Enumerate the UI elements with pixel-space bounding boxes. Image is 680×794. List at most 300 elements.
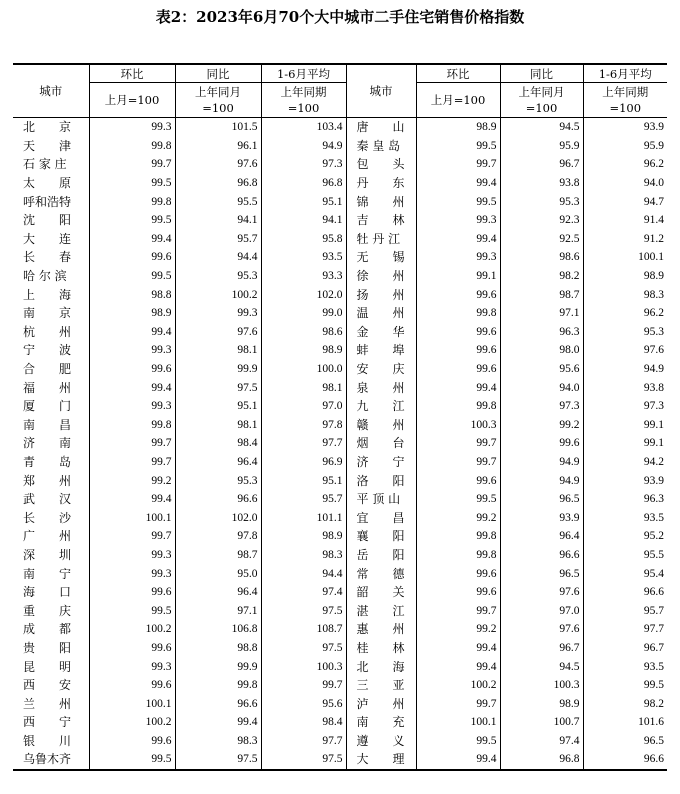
yoy-cell-left: 97.5 bbox=[175, 378, 261, 397]
mom-cell-left: 99.5 bbox=[89, 750, 175, 770]
avg-cell-left: 97.5 bbox=[261, 601, 346, 620]
yoy-cell-left: 99.3 bbox=[175, 304, 261, 323]
mom-cell-right: 99.8 bbox=[416, 546, 500, 565]
avg-cell-right: 97.3 bbox=[643, 400, 664, 413]
city-cell-right: 泸 州 bbox=[346, 694, 416, 713]
table-row bbox=[13, 323, 667, 342]
yoy-cell-left: 95.7 bbox=[175, 230, 261, 249]
avg-cell-left: 98.9 bbox=[261, 341, 346, 360]
city-cell-right: 泉 州 bbox=[346, 378, 416, 397]
avg-cell-right: 98.2 bbox=[643, 697, 664, 710]
table-row bbox=[13, 137, 667, 156]
table-row bbox=[13, 732, 667, 751]
avg-base-right: 上年同期 =100 bbox=[583, 83, 667, 118]
mom-cell-right: 99.1 bbox=[416, 267, 500, 286]
table-row bbox=[13, 694, 667, 713]
mom-cell-right: 99.5 bbox=[416, 490, 500, 509]
mom-cell-left: 99.3 bbox=[89, 657, 175, 676]
mom-cell-right: 99.4 bbox=[416, 230, 500, 249]
yoy-cell-right: 97.3 bbox=[500, 397, 583, 416]
table-row bbox=[13, 639, 667, 658]
avg-cell-right: 93.5 bbox=[643, 660, 664, 673]
city-cell-right: 无 锡 bbox=[346, 248, 416, 267]
city-cell-left: 西 安 bbox=[13, 676, 89, 695]
table-row bbox=[13, 360, 667, 379]
yoy-cell-right: 99.2 bbox=[500, 416, 583, 435]
city-cell-right: 南 充 bbox=[346, 713, 416, 732]
yoy-cell-right: 96.7 bbox=[500, 639, 583, 658]
yoy-cell-right: 96.8 bbox=[500, 750, 583, 770]
yoy-cell-right: 94.9 bbox=[500, 471, 583, 490]
mom-cell-right: 99.6 bbox=[416, 341, 500, 360]
mom-base-left: 上月=100 bbox=[89, 83, 175, 118]
mom-cell-right: 99.2 bbox=[416, 620, 500, 639]
city-cell-right: 烟 台 bbox=[346, 434, 416, 453]
city-cell-right: 金 华 bbox=[346, 323, 416, 342]
mom-cell-right: 99.4 bbox=[416, 378, 500, 397]
yoy-cell-left: 97.6 bbox=[175, 323, 261, 342]
avg-cell-left: 95.7 bbox=[261, 490, 346, 509]
yoy-cell-right: 100.7 bbox=[500, 713, 583, 732]
table-row bbox=[13, 155, 667, 174]
avg-cell-right: 95.5 bbox=[643, 548, 664, 561]
yoy-cell-right: 95.3 bbox=[500, 192, 583, 211]
table-header bbox=[13, 64, 667, 118]
avg-cell-right: 99.1 bbox=[643, 437, 664, 450]
yoy-cell-right: 94.0 bbox=[500, 378, 583, 397]
yoy-cell-left: 98.7 bbox=[175, 546, 261, 565]
table-row bbox=[13, 601, 667, 620]
avg-cell-right: 96.6 bbox=[643, 586, 664, 599]
yoy-cell-left: 95.0 bbox=[175, 564, 261, 583]
table-row bbox=[13, 676, 667, 695]
avg-cell-left: 93.3 bbox=[261, 267, 346, 286]
yoy-cell-right: 95.9 bbox=[500, 137, 583, 156]
mom-cell-left: 99.4 bbox=[89, 490, 175, 509]
table-row bbox=[13, 583, 667, 602]
yoy-cell-left: 98.1 bbox=[175, 341, 261, 360]
yoy-cell-left: 97.1 bbox=[175, 601, 261, 620]
mom-cell-left: 99.5 bbox=[89, 174, 175, 193]
city-cell-left: 天 津 bbox=[13, 137, 89, 156]
avg-cell-right: 95.2 bbox=[643, 530, 664, 543]
city-cell-right: 徐 州 bbox=[346, 267, 416, 286]
mom-header-left: 环比 bbox=[89, 64, 175, 83]
city-cell-left: 厦 门 bbox=[13, 397, 89, 416]
avg-cell-left: 95.1 bbox=[261, 471, 346, 490]
avg-cell-right: 98.9 bbox=[643, 270, 664, 283]
mom-cell-right: 99.7 bbox=[416, 601, 500, 620]
avg-cell-left: 97.5 bbox=[261, 639, 346, 658]
avg-cell-left: 103.4 bbox=[261, 118, 346, 137]
mom-cell-left: 99.2 bbox=[89, 471, 175, 490]
avg-cell-left: 97.4 bbox=[261, 583, 346, 602]
city-cell-right: 九 江 bbox=[346, 397, 416, 416]
yoy-cell-right: 98.9 bbox=[500, 694, 583, 713]
yoy-cell-left: 96.6 bbox=[175, 694, 261, 713]
avg-header-left: 1-6月平均 bbox=[261, 64, 346, 83]
city-cell-left: 郑 州 bbox=[13, 471, 89, 490]
city-cell-right: 蚌 埠 bbox=[346, 341, 416, 360]
table-body bbox=[13, 118, 667, 770]
mom-cell-right: 99.6 bbox=[416, 583, 500, 602]
city-cell-right: 岳 阳 bbox=[346, 546, 416, 565]
avg-cell-right: 96.2 bbox=[643, 158, 664, 171]
yoy-cell-right: 98.6 bbox=[500, 248, 583, 267]
mom-cell-right: 99.6 bbox=[416, 360, 500, 379]
city-cell-right: 襄 阳 bbox=[346, 527, 416, 546]
avg-header-right: 1-6月平均 bbox=[583, 64, 667, 83]
city-cell-left: 昆 明 bbox=[13, 657, 89, 676]
mom-cell-left: 99.7 bbox=[89, 527, 175, 546]
mom-cell-left: 100.1 bbox=[89, 694, 175, 713]
avg-cell-left: 94.4 bbox=[261, 564, 346, 583]
yoy-cell-right: 94.5 bbox=[500, 118, 583, 137]
yoy-cell-right: 96.5 bbox=[500, 490, 583, 509]
yoy-cell-left: 96.6 bbox=[175, 490, 261, 509]
yoy-cell-left: 98.8 bbox=[175, 639, 261, 658]
city-cell-right: 常 德 bbox=[346, 564, 416, 583]
avg-cell-left: 97.7 bbox=[261, 732, 346, 751]
avg-cell-left: 95.8 bbox=[261, 230, 346, 249]
city-cell-right: 湛 江 bbox=[346, 601, 416, 620]
mom-cell-left: 100.2 bbox=[89, 620, 175, 639]
mom-cell-left: 99.3 bbox=[89, 564, 175, 583]
table-row bbox=[13, 304, 667, 323]
avg-cell-right: 97.7 bbox=[643, 623, 664, 636]
table-row bbox=[13, 248, 667, 267]
avg-cell-right: 95.9 bbox=[643, 139, 664, 152]
yoy-header-left: 同比 bbox=[175, 64, 261, 83]
mom-cell-left: 99.3 bbox=[89, 341, 175, 360]
yoy-base-left: 上年同月 =100 bbox=[175, 83, 261, 118]
yoy-cell-left: 98.1 bbox=[175, 416, 261, 435]
yoy-cell-right: 97.1 bbox=[500, 304, 583, 323]
avg-cell-left: 100.0 bbox=[261, 360, 346, 379]
city-cell-right: 韶 关 bbox=[346, 583, 416, 602]
table-row bbox=[13, 453, 667, 472]
yoy-cell-right: 98.2 bbox=[500, 267, 583, 286]
table-row bbox=[13, 211, 667, 230]
mom-cell-right: 99.6 bbox=[416, 323, 500, 342]
table-row bbox=[13, 713, 667, 732]
avg-cell-left: 96.9 bbox=[261, 453, 346, 472]
mom-cell-right: 99.4 bbox=[416, 750, 500, 770]
city-cell-right: 惠 州 bbox=[346, 620, 416, 639]
yoy-cell-left: 98.3 bbox=[175, 732, 261, 751]
mom-cell-left: 98.8 bbox=[89, 285, 175, 304]
avg-cell-left: 95.6 bbox=[261, 694, 346, 713]
table-row bbox=[13, 620, 667, 639]
avg-cell-right: 96.6 bbox=[583, 750, 667, 770]
yoy-cell-left: 97.5 bbox=[175, 750, 261, 770]
mom-cell-right: 99.3 bbox=[416, 248, 500, 267]
table-row bbox=[13, 546, 667, 565]
avg-cell-right: 96.5 bbox=[643, 734, 664, 747]
city-cell-right: 赣 州 bbox=[346, 416, 416, 435]
avg-cell-left: 98.1 bbox=[261, 378, 346, 397]
avg-cell-left: 97.8 bbox=[261, 416, 346, 435]
city-cell-right: 遵 义 bbox=[346, 732, 416, 751]
mom-cell-left: 99.4 bbox=[89, 323, 175, 342]
city-cell-right: 包 头 bbox=[346, 155, 416, 174]
table-row bbox=[13, 378, 667, 397]
yoy-cell-left: 106.8 bbox=[175, 620, 261, 639]
city-cell-left: 南 宁 bbox=[13, 564, 89, 583]
city-cell-left: 乌鲁木齐 bbox=[13, 750, 89, 770]
yoy-cell-right: 96.3 bbox=[500, 323, 583, 342]
table-row bbox=[13, 527, 667, 546]
mom-cell-right: 99.3 bbox=[416, 211, 500, 230]
avg-cell-right: 101.6 bbox=[638, 716, 664, 729]
yoy-cell-left: 102.0 bbox=[175, 508, 261, 527]
yoy-base-right: 上年同月 =100 bbox=[500, 83, 583, 118]
city-cell-right: 桂 林 bbox=[346, 639, 416, 658]
mom-cell-left: 99.8 bbox=[89, 137, 175, 156]
yoy-cell-left: 101.5 bbox=[175, 118, 261, 137]
city-cell-right: 平 顶 山 bbox=[346, 490, 416, 509]
mom-cell-left: 100.1 bbox=[89, 508, 175, 527]
yoy-cell-right: 96.7 bbox=[500, 155, 583, 174]
mom-cell-left: 99.6 bbox=[89, 639, 175, 658]
yoy-header-right: 同比 bbox=[500, 64, 583, 83]
city-cell-right: 唐 山 bbox=[346, 118, 416, 137]
avg-cell-right: 94.9 bbox=[643, 363, 664, 376]
city-cell-right: 宜 昌 bbox=[346, 508, 416, 527]
mom-cell-right: 99.8 bbox=[416, 304, 500, 323]
yoy-cell-right: 93.8 bbox=[500, 174, 583, 193]
mom-cell-right: 100.2 bbox=[416, 676, 500, 695]
city-cell-right: 北 海 bbox=[346, 657, 416, 676]
table-row bbox=[13, 657, 667, 676]
city-cell-left: 重 庆 bbox=[13, 601, 89, 620]
avg-cell-right: 91.2 bbox=[643, 232, 664, 245]
yoy-cell-left: 99.9 bbox=[175, 657, 261, 676]
city-cell-left: 南 京 bbox=[13, 304, 89, 323]
avg-cell-left: 100.3 bbox=[261, 657, 346, 676]
avg-cell-left: 96.8 bbox=[261, 174, 346, 193]
avg-cell-right: 93.9 bbox=[583, 118, 667, 137]
mom-cell-right: 99.2 bbox=[416, 508, 500, 527]
mom-cell-left: 99.5 bbox=[89, 211, 175, 230]
yoy-cell-left: 96.4 bbox=[175, 583, 261, 602]
yoy-cell-left: 97.8 bbox=[175, 527, 261, 546]
city-cell-left: 武 汉 bbox=[13, 490, 89, 509]
mom-cell-left: 99.6 bbox=[89, 583, 175, 602]
mom-cell-left: 99.6 bbox=[89, 360, 175, 379]
mom-cell-right: 99.7 bbox=[416, 453, 500, 472]
avg-cell-right: 96.7 bbox=[643, 641, 664, 654]
yoy-cell-left: 95.3 bbox=[175, 471, 261, 490]
avg-cell-right: 95.3 bbox=[643, 325, 664, 338]
yoy-cell-left: 95.3 bbox=[175, 267, 261, 286]
city-cell-right: 丹 东 bbox=[346, 174, 416, 193]
city-cell-right: 安 庆 bbox=[346, 360, 416, 379]
city-cell-left: 呼和浩特 bbox=[13, 192, 89, 211]
yoy-cell-right: 97.6 bbox=[500, 620, 583, 639]
table-row bbox=[13, 230, 667, 249]
table-row bbox=[13, 341, 667, 360]
city-cell-right: 温 州 bbox=[346, 304, 416, 323]
yoy-cell-left: 97.6 bbox=[175, 155, 261, 174]
avg-cell-right: 99.1 bbox=[643, 418, 664, 431]
mom-cell-right: 99.6 bbox=[416, 285, 500, 304]
table-row bbox=[13, 750, 667, 770]
avg-cell-left: 98.6 bbox=[261, 323, 346, 342]
mom-cell-right: 99.8 bbox=[416, 527, 500, 546]
avg-cell-left: 97.0 bbox=[261, 397, 346, 416]
city-cell-left: 长 春 bbox=[13, 248, 89, 267]
yoy-cell-right: 99.6 bbox=[500, 434, 583, 453]
city-cell-right: 牡 丹 江 bbox=[346, 230, 416, 249]
avg-base-left: 上年同期 =100 bbox=[261, 83, 346, 118]
city-cell-left: 深 圳 bbox=[13, 546, 89, 565]
table-row bbox=[13, 267, 667, 286]
yoy-cell-left: 94.4 bbox=[175, 248, 261, 267]
avg-cell-left: 98.3 bbox=[261, 546, 346, 565]
avg-cell-left: 94.9 bbox=[261, 137, 346, 156]
avg-cell-right: 100.1 bbox=[638, 251, 664, 264]
mom-base-right: 上月=100 bbox=[416, 83, 500, 118]
yoy-cell-right: 94.5 bbox=[500, 657, 583, 676]
yoy-cell-left: 94.1 bbox=[175, 211, 261, 230]
mom-cell-right: 99.4 bbox=[416, 639, 500, 658]
mom-cell-left: 99.7 bbox=[89, 434, 175, 453]
city-cell-left: 北 京 bbox=[13, 118, 89, 137]
mom-cell-left: 99.3 bbox=[89, 118, 175, 137]
avg-cell-left: 102.0 bbox=[261, 285, 346, 304]
avg-cell-right: 98.3 bbox=[643, 288, 664, 301]
city-cell-right: 秦 皇 岛 bbox=[346, 137, 416, 156]
mom-header-right: 环比 bbox=[416, 64, 500, 83]
mom-cell-left: 99.3 bbox=[89, 397, 175, 416]
yoy-cell-left: 96.4 bbox=[175, 453, 261, 472]
yoy-cell-right: 96.5 bbox=[500, 564, 583, 583]
table-row bbox=[13, 471, 667, 490]
city-cell-right: 济 宁 bbox=[346, 453, 416, 472]
avg-cell-left: 98.4 bbox=[261, 713, 346, 732]
mom-cell-left: 99.4 bbox=[89, 378, 175, 397]
city-cell-left: 青 岛 bbox=[13, 453, 89, 472]
city-cell-left: 沈 阳 bbox=[13, 211, 89, 230]
city-cell-right: 锦 州 bbox=[346, 192, 416, 211]
price-index-table bbox=[13, 63, 667, 771]
yoy-cell-right: 92.3 bbox=[500, 211, 583, 230]
avg-cell-left: 98.9 bbox=[261, 527, 346, 546]
mom-cell-right: 99.4 bbox=[416, 174, 500, 193]
city-cell-left: 兰 州 bbox=[13, 694, 89, 713]
avg-cell-left: 94.1 bbox=[261, 211, 346, 230]
city-cell-left: 石 家 庄 bbox=[13, 155, 89, 174]
table-row bbox=[13, 416, 667, 435]
table-row bbox=[13, 192, 667, 211]
yoy-cell-left: 96.8 bbox=[175, 174, 261, 193]
mom-cell-right: 99.5 bbox=[416, 192, 500, 211]
table-row bbox=[13, 434, 667, 453]
avg-cell-left: 93.5 bbox=[261, 248, 346, 267]
avg-cell-right: 91.4 bbox=[643, 214, 664, 227]
yoy-cell-left: 95.5 bbox=[175, 192, 261, 211]
yoy-cell-right: 97.6 bbox=[500, 583, 583, 602]
mom-cell-left: 99.7 bbox=[89, 155, 175, 174]
avg-cell-left: 101.1 bbox=[261, 508, 346, 527]
avg-cell-right: 94.0 bbox=[643, 177, 664, 190]
city-cell-left: 上 海 bbox=[13, 285, 89, 304]
mom-cell-right: 99.5 bbox=[416, 137, 500, 156]
mom-cell-left: 99.7 bbox=[89, 453, 175, 472]
table-row bbox=[13, 490, 667, 509]
city-cell-left: 哈 尔 滨 bbox=[13, 267, 89, 286]
avg-cell-right: 94.2 bbox=[643, 455, 664, 468]
avg-cell-left: 97.3 bbox=[261, 155, 346, 174]
yoy-cell-right: 98.7 bbox=[500, 285, 583, 304]
yoy-cell-right: 97.0 bbox=[500, 601, 583, 620]
mom-cell-right: 99.7 bbox=[416, 155, 500, 174]
yoy-cell-left: 100.2 bbox=[175, 285, 261, 304]
city-cell-left: 长 沙 bbox=[13, 508, 89, 527]
avg-cell-right: 96.3 bbox=[643, 493, 664, 506]
city-cell-left: 海 口 bbox=[13, 583, 89, 602]
avg-cell-right: 95.4 bbox=[643, 567, 664, 580]
table-row bbox=[13, 285, 667, 304]
avg-cell-left: 108.7 bbox=[261, 620, 346, 639]
city-cell-right: 洛 阳 bbox=[346, 471, 416, 490]
city-cell-left: 福 州 bbox=[13, 378, 89, 397]
city-cell-right: 扬 州 bbox=[346, 285, 416, 304]
avg-cell-right: 94.7 bbox=[643, 195, 664, 208]
avg-cell-left: 97.5 bbox=[261, 750, 346, 770]
table-row bbox=[13, 564, 667, 583]
city-cell-left: 宁 波 bbox=[13, 341, 89, 360]
table-row bbox=[13, 508, 667, 527]
avg-cell-right: 93.9 bbox=[643, 474, 664, 487]
city-cell-left: 南 昌 bbox=[13, 416, 89, 435]
avg-cell-right: 99.5 bbox=[643, 679, 664, 692]
mom-cell-left: 99.6 bbox=[89, 732, 175, 751]
avg-cell-left: 97.7 bbox=[261, 434, 346, 453]
mom-cell-right: 98.9 bbox=[416, 118, 500, 137]
mom-cell-right: 99.7 bbox=[416, 434, 500, 453]
city-cell-right: 大 理 bbox=[346, 750, 416, 770]
mom-cell-left: 99.6 bbox=[89, 676, 175, 695]
city-cell-left: 太 原 bbox=[13, 174, 89, 193]
city-cell-left: 银 川 bbox=[13, 732, 89, 751]
avg-cell-right: 95.7 bbox=[643, 604, 664, 617]
avg-cell-left: 99.0 bbox=[261, 304, 346, 323]
yoy-cell-right: 94.9 bbox=[500, 453, 583, 472]
yoy-cell-left: 99.4 bbox=[175, 713, 261, 732]
city-cell-right: 吉 林 bbox=[346, 211, 416, 230]
mom-cell-right: 99.6 bbox=[416, 471, 500, 490]
mom-cell-left: 99.3 bbox=[89, 546, 175, 565]
city-cell-left: 成 都 bbox=[13, 620, 89, 639]
table-row bbox=[13, 174, 667, 193]
avg-cell-left: 99.7 bbox=[261, 676, 346, 695]
avg-cell-right: 93.5 bbox=[643, 511, 664, 524]
city-cell-left: 杭 州 bbox=[13, 323, 89, 342]
mom-cell-right: 99.7 bbox=[416, 694, 500, 713]
avg-cell-left: 95.1 bbox=[261, 192, 346, 211]
mom-cell-right: 99.8 bbox=[416, 397, 500, 416]
yoy-cell-right: 92.5 bbox=[500, 230, 583, 249]
yoy-cell-right: 93.9 bbox=[500, 508, 583, 527]
avg-cell-right: 97.6 bbox=[643, 344, 664, 357]
city-cell-left: 合 肥 bbox=[13, 360, 89, 379]
city-header-left: 城市 bbox=[13, 64, 89, 118]
avg-cell-right: 96.2 bbox=[643, 307, 664, 320]
mom-cell-left: 98.9 bbox=[89, 304, 175, 323]
mom-cell-right: 99.4 bbox=[416, 657, 500, 676]
